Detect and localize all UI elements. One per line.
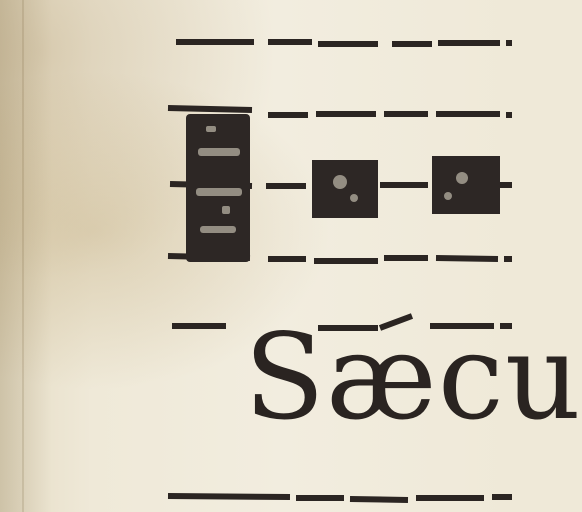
staff-line-bottom <box>168 496 512 500</box>
punctum-note-icon-2 <box>432 156 500 214</box>
lyric-syllable: Sæcu <box>244 308 582 446</box>
staff-line-top <box>176 42 512 44</box>
clef-icon <box>186 114 250 262</box>
punctum-note-icon-1 <box>312 160 378 218</box>
staff-line-1 <box>168 108 512 115</box>
